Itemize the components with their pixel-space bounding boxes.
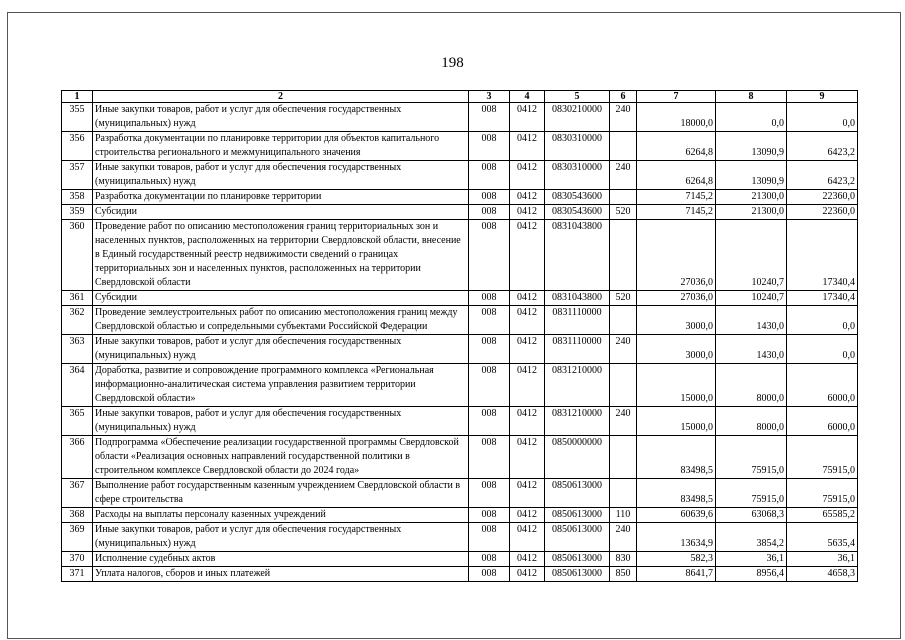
row-amount-3: 4658,3 <box>787 567 858 582</box>
row-code-section: 0412 <box>510 205 545 220</box>
row-amount-1: 27036,0 <box>637 220 716 291</box>
row-code-target: 0830310000 <box>545 161 610 190</box>
row-code-target: 0831043800 <box>545 220 610 291</box>
row-amount-3: 5635,4 <box>787 523 858 552</box>
row-amount-2: 8000,0 <box>716 364 787 407</box>
row-number: 366 <box>62 436 93 479</box>
row-name: Иные закупки товаров, работ и услуг для обеспечения государственных (муниципальных) нужд <box>93 161 469 190</box>
row-code-ministry: 008 <box>469 335 510 364</box>
row-name: Уплата налогов, сборов и иных платежей <box>93 567 469 582</box>
row-amount-2: 10240,7 <box>716 291 787 306</box>
row-number: 358 <box>62 190 93 205</box>
row-name: Проведение работ по описанию местоположения границ территориальных зон и населенных пунктов, расположенных на территории Свердловской области, внесение в Единый государственный реестр недвижимости сведений о границах территориальных зон и населенных пунктов, расположенных на территории Свердловской области <box>93 220 469 291</box>
row-code-section: 0412 <box>510 523 545 552</box>
row-code-section: 0412 <box>510 306 545 335</box>
row-amount-2: 1430,0 <box>716 335 787 364</box>
row-code-section: 0412 <box>510 335 545 364</box>
row-amount-3: 75915,0 <box>787 436 858 479</box>
row-amount-2: 1430,0 <box>716 306 787 335</box>
row-code-type: 240 <box>610 523 637 552</box>
row-amount-3: 6423,2 <box>787 161 858 190</box>
row-code-target: 0850000000 <box>545 436 610 479</box>
row-name: Разработка документации по планировке территории для объектов капитального строительства регионального и межмуниципального значения <box>93 132 469 161</box>
row-amount-2: 36,1 <box>716 552 787 567</box>
table-row <box>62 523 858 552</box>
row-code-ministry: 008 <box>469 103 510 132</box>
row-amount-2: 0,0 <box>716 103 787 132</box>
row-amount-2: 75915,0 <box>716 436 787 479</box>
row-name: Разработка документации по планировке территории <box>93 190 469 205</box>
table-row <box>62 132 858 161</box>
row-code-type: 240 <box>610 161 637 190</box>
header-col-6: 6 <box>610 91 637 103</box>
row-code-ministry: 008 <box>469 436 510 479</box>
row-amount-3: 22360,0 <box>787 205 858 220</box>
table-body <box>62 103 858 582</box>
row-amount-3: 6000,0 <box>787 407 858 436</box>
row-number: 355 <box>62 103 93 132</box>
row-amount-2: 13090,9 <box>716 132 787 161</box>
row-code-target: 0850613000 <box>545 567 610 582</box>
table-row <box>62 220 858 291</box>
table-row <box>62 436 858 479</box>
row-amount-1: 582,3 <box>637 552 716 567</box>
row-code-target: 0830543600 <box>545 205 610 220</box>
table-row <box>62 407 858 436</box>
row-amount-1: 3000,0 <box>637 306 716 335</box>
table-row <box>62 161 858 190</box>
row-code-type: 830 <box>610 552 637 567</box>
row-code-target: 0830310000 <box>545 132 610 161</box>
row-code-target: 0831210000 <box>545 364 610 407</box>
row-amount-1: 13634,9 <box>637 523 716 552</box>
row-amount-1: 15000,0 <box>637 407 716 436</box>
row-code-section: 0412 <box>510 508 545 523</box>
row-amount-1: 6264,8 <box>637 132 716 161</box>
row-amount-1: 18000,0 <box>637 103 716 132</box>
row-code-target: 0831043800 <box>545 291 610 306</box>
header-col-2: 2 <box>93 91 469 103</box>
row-code-target: 0831110000 <box>545 306 610 335</box>
row-code-section: 0412 <box>510 364 545 407</box>
row-code-target: 0830543600 <box>545 190 610 205</box>
row-number: 356 <box>62 132 93 161</box>
row-code-ministry: 008 <box>469 161 510 190</box>
row-name: Субсидии <box>93 291 469 306</box>
row-amount-2: 21300,0 <box>716 205 787 220</box>
row-name: Подпрограмма «Обеспечение реализации государственной программы Свердловской области «Реализация основных направлений государственной политики в строительном комплексе Свердловской области до 2024 года» <box>93 436 469 479</box>
row-code-ministry: 008 <box>469 407 510 436</box>
row-code-ministry: 008 <box>469 479 510 508</box>
row-code-section: 0412 <box>510 407 545 436</box>
row-code-section: 0412 <box>510 132 545 161</box>
row-amount-2: 75915,0 <box>716 479 787 508</box>
page-number: 198 <box>441 55 464 71</box>
row-amount-3: 0,0 <box>787 306 858 335</box>
row-code-ministry: 008 <box>469 306 510 335</box>
row-number: 368 <box>62 508 93 523</box>
header-col-7: 7 <box>637 91 716 103</box>
row-code-target: 0850613000 <box>545 552 610 567</box>
row-amount-2: 63068,3 <box>716 508 787 523</box>
row-amount-3: 6423,2 <box>787 132 858 161</box>
row-number: 361 <box>62 291 93 306</box>
table-row <box>62 508 858 523</box>
row-name: Проведение землеустроительных работ по описанию местоположения границ между Свердловской областью и сопредельными субъектами Российской Федерации <box>93 306 469 335</box>
row-name: Субсидии <box>93 205 469 220</box>
row-code-section: 0412 <box>510 161 545 190</box>
row-code-ministry: 008 <box>469 205 510 220</box>
row-name: Иные закупки товаров, работ и услуг для обеспечения государственных (муниципальных) нужд <box>93 523 469 552</box>
header-col-4: 4 <box>510 91 545 103</box>
row-code-type <box>610 190 637 205</box>
table-row <box>62 205 858 220</box>
row-code-target: 0831210000 <box>545 407 610 436</box>
row-amount-3: 22360,0 <box>787 190 858 205</box>
row-number: 357 <box>62 161 93 190</box>
row-code-section: 0412 <box>510 103 545 132</box>
row-code-type: 240 <box>610 407 637 436</box>
row-code-section: 0412 <box>510 220 545 291</box>
row-code-type <box>610 306 637 335</box>
row-number: 365 <box>62 407 93 436</box>
row-code-type <box>610 132 637 161</box>
row-amount-2: 8000,0 <box>716 407 787 436</box>
row-amount-3: 17340,4 <box>787 291 858 306</box>
row-code-section: 0412 <box>510 552 545 567</box>
header-col-8: 8 <box>716 91 787 103</box>
row-code-type: 520 <box>610 291 637 306</box>
row-amount-1: 83498,5 <box>637 479 716 508</box>
row-name: Выполнение работ государственным казенным учреждением Свердловской области в сфере строительства <box>93 479 469 508</box>
row-amount-3: 75915,0 <box>787 479 858 508</box>
row-amount-3: 36,1 <box>787 552 858 567</box>
row-code-type <box>610 436 637 479</box>
row-code-target: 0850613000 <box>545 508 610 523</box>
row-name: Расходы на выплаты персоналу казенных учреждений <box>93 508 469 523</box>
row-number: 370 <box>62 552 93 567</box>
row-amount-1: 7145,2 <box>637 190 716 205</box>
row-amount-2: 21300,0 <box>716 190 787 205</box>
row-code-ministry: 008 <box>469 552 510 567</box>
row-code-section: 0412 <box>510 479 545 508</box>
row-code-ministry: 008 <box>469 291 510 306</box>
row-amount-1: 8641,7 <box>637 567 716 582</box>
row-code-type: 520 <box>610 205 637 220</box>
row-code-target: 0831110000 <box>545 335 610 364</box>
row-name: Доработка, развитие и сопровождение программного комплекса «Региональная информационно-аналитическая система управления развитием территории Свердловской области» <box>93 364 469 407</box>
row-code-ministry: 008 <box>469 364 510 407</box>
row-number: 360 <box>62 220 93 291</box>
row-amount-3: 0,0 <box>787 335 858 364</box>
row-number: 362 <box>62 306 93 335</box>
header-row <box>62 91 858 103</box>
row-code-type: 240 <box>610 103 637 132</box>
row-number: 369 <box>62 523 93 552</box>
table-row <box>62 103 858 132</box>
row-number: 359 <box>62 205 93 220</box>
header-col-5: 5 <box>545 91 610 103</box>
row-code-type: 240 <box>610 335 637 364</box>
table-row <box>62 364 858 407</box>
table-row <box>62 306 858 335</box>
header-col-1: 1 <box>62 91 93 103</box>
row-code-type: 110 <box>610 508 637 523</box>
table-row <box>62 552 858 567</box>
row-number: 364 <box>62 364 93 407</box>
header-col-3: 3 <box>469 91 510 103</box>
table-row <box>62 479 858 508</box>
row-name: Иные закупки товаров, работ и услуг для обеспечения государственных (муниципальных) нужд <box>93 103 469 132</box>
row-amount-1: 7145,2 <box>637 205 716 220</box>
row-number: 363 <box>62 335 93 364</box>
row-amount-2: 3854,2 <box>716 523 787 552</box>
row-code-ministry: 008 <box>469 220 510 291</box>
row-code-type: 850 <box>610 567 637 582</box>
row-amount-1: 83498,5 <box>637 436 716 479</box>
table-row <box>62 291 858 306</box>
row-code-target: 0830210000 <box>545 103 610 132</box>
row-name: Иные закупки товаров, работ и услуг для обеспечения государственных (муниципальных) нужд <box>93 407 469 436</box>
row-amount-1: 27036,0 <box>637 291 716 306</box>
row-code-section: 0412 <box>510 567 545 582</box>
row-code-type <box>610 479 637 508</box>
row-amount-2: 10240,7 <box>716 220 787 291</box>
row-amount-3: 0,0 <box>787 103 858 132</box>
row-code-target: 0850613000 <box>545 523 610 552</box>
header-col-9: 9 <box>787 91 858 103</box>
table-row <box>62 335 858 364</box>
row-amount-1: 3000,0 <box>637 335 716 364</box>
row-code-ministry: 008 <box>469 523 510 552</box>
row-code-section: 0412 <box>510 190 545 205</box>
row-code-ministry: 008 <box>469 132 510 161</box>
row-code-type <box>610 220 637 291</box>
table-row <box>62 190 858 205</box>
row-code-target: 0850613000 <box>545 479 610 508</box>
row-amount-1: 60639,6 <box>637 508 716 523</box>
row-code-ministry: 008 <box>469 508 510 523</box>
row-code-section: 0412 <box>510 436 545 479</box>
row-amount-1: 15000,0 <box>637 364 716 407</box>
table-row <box>62 567 858 582</box>
row-name: Исполнение судебных актов <box>93 552 469 567</box>
row-amount-3: 65585,2 <box>787 508 858 523</box>
row-number: 367 <box>62 479 93 508</box>
row-amount-3: 6000,0 <box>787 364 858 407</box>
row-name: Иные закупки товаров, работ и услуг для обеспечения государственных (муниципальных) нужд <box>93 335 469 364</box>
row-code-type <box>610 364 637 407</box>
row-code-section: 0412 <box>510 291 545 306</box>
row-amount-3: 17340,4 <box>787 220 858 291</box>
row-amount-2: 8956,4 <box>716 567 787 582</box>
budget-table <box>61 90 858 582</box>
table-header <box>62 91 858 103</box>
row-code-ministry: 008 <box>469 190 510 205</box>
row-number: 371 <box>62 567 93 582</box>
row-code-ministry: 008 <box>469 567 510 582</box>
row-amount-1: 6264,8 <box>637 161 716 190</box>
row-amount-2: 13090,9 <box>716 161 787 190</box>
